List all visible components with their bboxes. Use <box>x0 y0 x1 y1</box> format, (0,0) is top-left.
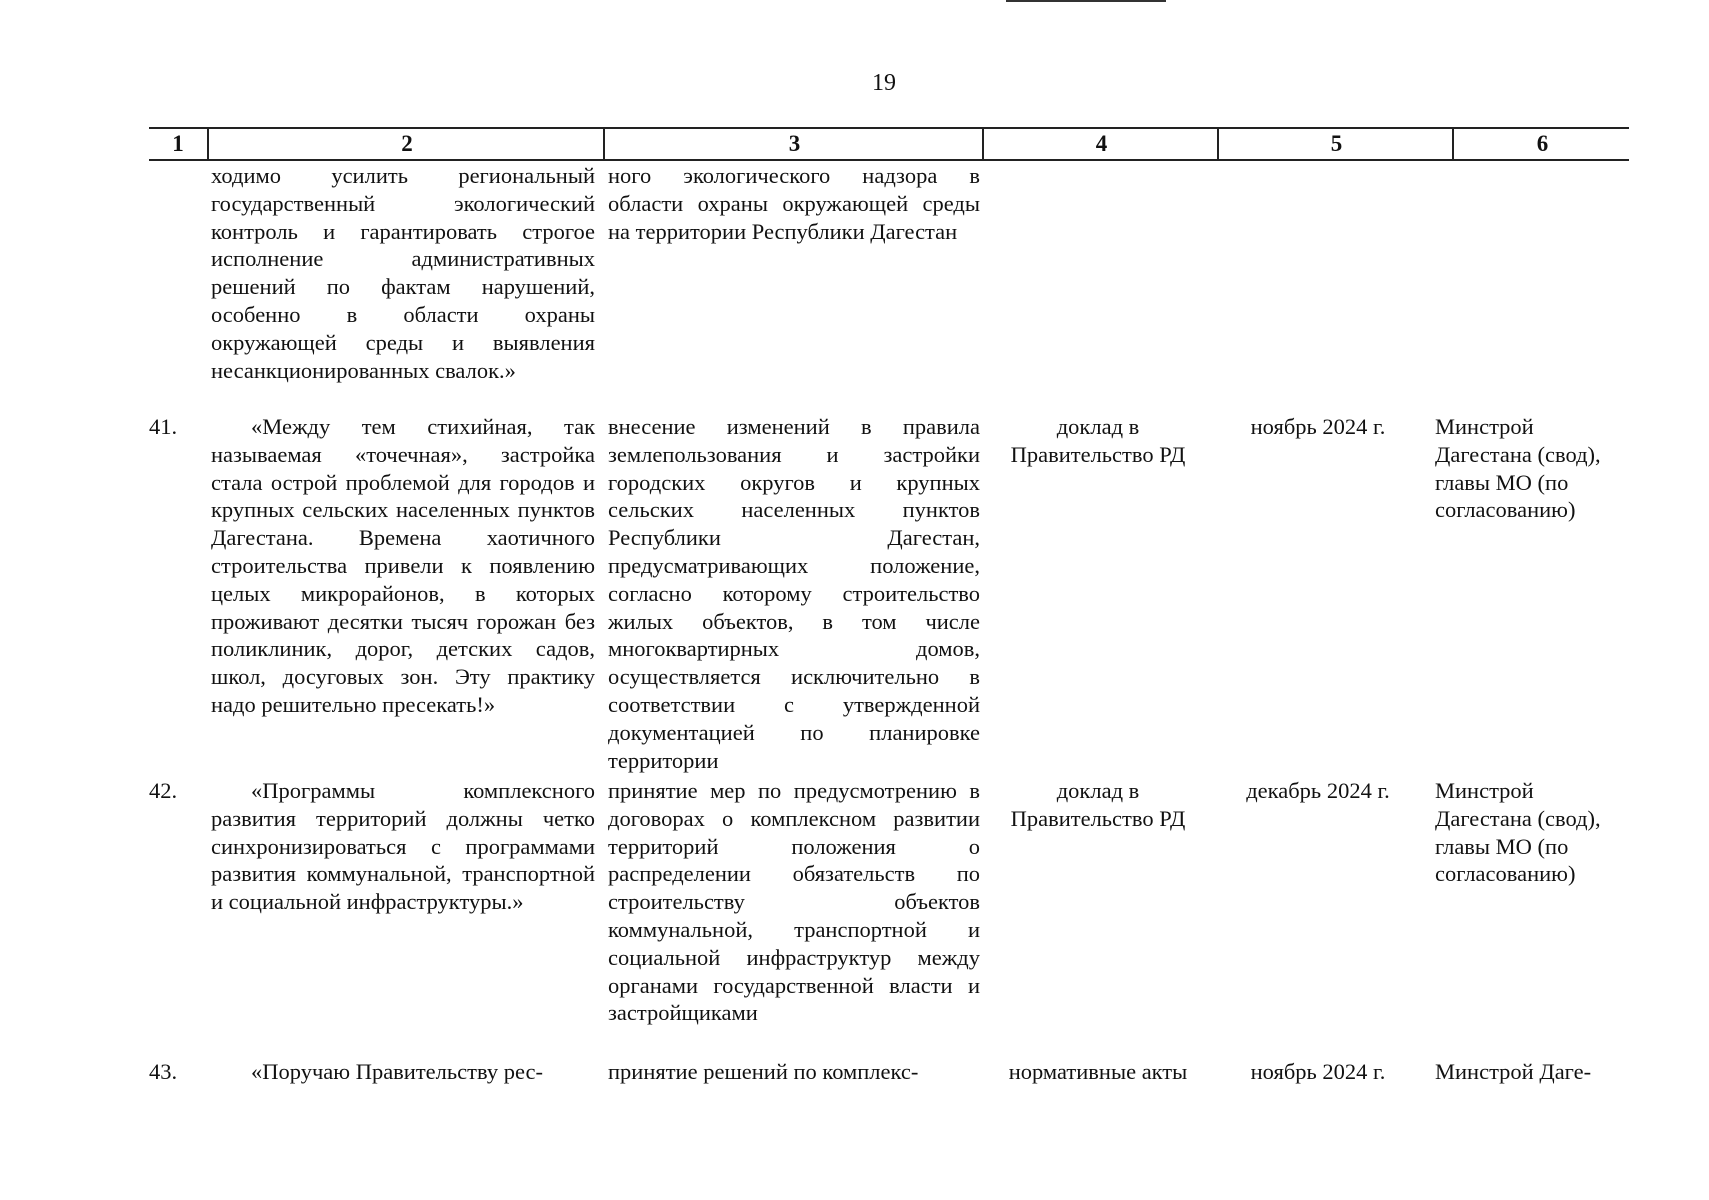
header-col-2: 2 <box>207 129 605 159</box>
header-col-1: 1 <box>172 131 184 156</box>
responsible-cell: Минстрой Дагестана (свод), главы МО (по согласованию) <box>1435 414 1601 523</box>
scan-artifact-line <box>1006 0 1166 2</box>
quote-cell: «Между тем стихийная, так называемая «точечная», застройка стала острой проблемой для городов и крупных сельских населенных пунктов Дагестана. Времена хаотичного строительства привели к появлению целых микрорайонов, в которых проживают десятки тысяч горожан без поликлиник, дорог, детских садов, школ, досуговых зон. Эту практику надо решительно пресекать!» <box>211 414 595 717</box>
measure-cell: принятие решений по комплекс- <box>608 1059 919 1084</box>
measure-cell: ного экологического надзора в области охраны окружающей среды на территории Республики Дагестан <box>608 163 980 244</box>
quote-cell: «Поручаю Правительству рес- <box>251 1059 543 1084</box>
responsible-cell: Минстрой Дагестана (свод), главы МО (по согласованию) <box>1435 778 1601 887</box>
table-header <box>149 127 1629 161</box>
responsible-cell: Минстрой Даге- <box>1435 1059 1592 1084</box>
deadline-cell: ноябрь 2024 г. <box>1250 1059 1386 1084</box>
header-col-3: 3 <box>603 129 984 159</box>
measure-cell: внесение изменений в правила землепользования и застройки городских округов и крупных сельских населенных пунктов Республики Дагестан, предусматривающих положение, согласно которому строительство жилых объектов, в том числе многоквартирных домов, осуществляется исключительно в соответствии с утвержденной документацией по планировке территории <box>608 414 980 773</box>
quote-cell: ходимо усилить региональный государственный экологический контроль и гарантировать строгое исполнение административных решений по фактам нарушений, особенно в области охраны окружающей среды и выявления несанкционированных свалок.» <box>211 163 595 383</box>
form-cell: нормативные акты <box>1008 1059 1188 1084</box>
form-cell: доклад в Правительство РД <box>1010 414 1186 467</box>
form-cell: доклад в Правительство РД <box>1010 778 1186 831</box>
deadline-cell: ноябрь 2024 г. <box>1250 414 1386 439</box>
row-number: 42. <box>149 778 178 803</box>
row-number: 43. <box>149 1059 178 1084</box>
header-col-6: 6 <box>1452 129 1631 159</box>
measure-cell: принятие мер по предусмотрению в договорах о комплексном развитии территорий положения о распределении обязательств по строительству объектов коммунальной, транспортной и социальной инфраструктур между органами государственной власти и застройщиками <box>608 778 980 1026</box>
quote-cell: «Программы комплексного развития территорий должны четко синхронизироваться с программами развития коммунальной, транспортной и социальной инфраструктуры.» <box>211 778 595 915</box>
header-col-4: 4 <box>982 129 1219 159</box>
header-col-5: 5 <box>1217 129 1454 159</box>
plan-table <box>149 127 1629 1084</box>
page-number: 19 <box>872 70 896 96</box>
deadline-cell: декабрь 2024 г. <box>1246 778 1390 803</box>
row-number: 41. <box>149 414 178 439</box>
